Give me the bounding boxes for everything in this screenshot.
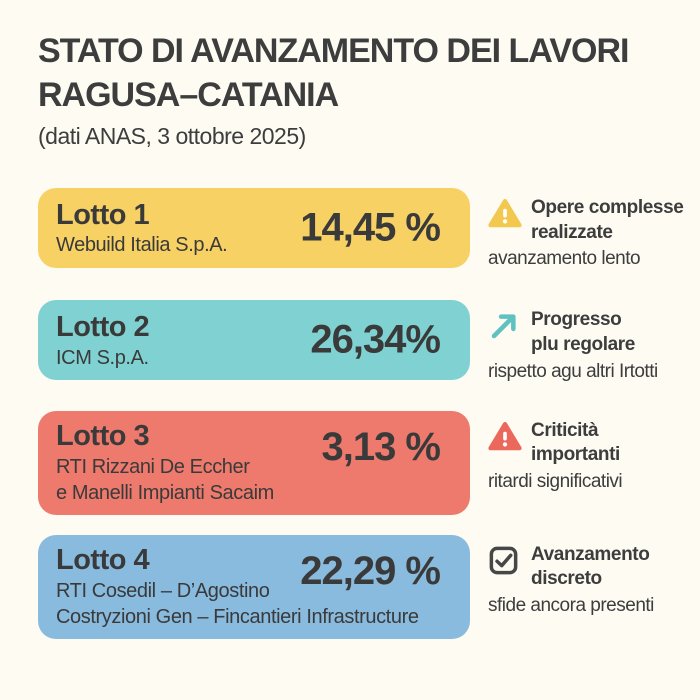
lot-3-name: Lotto 3	[56, 420, 150, 453]
lot-2-note	[488, 300, 690, 382]
page-title	[38, 30, 690, 117]
lot-3-note-sub: ritardi significativi	[488, 471, 623, 493]
lot-4-note-sub: sfide ancora presenti	[488, 595, 654, 617]
lot-1-note-title-line2: realizzate	[531, 221, 613, 243]
lot-2-note-title-line1: Progresso	[531, 309, 622, 331]
lot-2-name: Lotto 2	[56, 311, 150, 343]
lot-4-card	[38, 535, 470, 639]
warning-triangle-icon	[488, 198, 522, 229]
lot-2-note-title	[531, 308, 635, 357]
checkbox-check-icon	[488, 545, 522, 576]
lot-4-company-line2: Costryzioni Gen – Fincantieri Infrastructure	[56, 606, 419, 629]
lot-1-note-sub: avanzamento lento	[488, 248, 641, 270]
lot-4-percent: 22,29 %	[300, 548, 440, 593]
lot-row-3	[38, 411, 690, 515]
trend-up-arrow-icon	[488, 310, 522, 342]
lot-4-note-head	[488, 543, 690, 592]
lot-row-2	[38, 300, 690, 382]
lot-1-note-title-line1: Opere complesse	[531, 197, 684, 219]
lot-1-company: Webuild Italia S.p.A.	[56, 234, 228, 257]
lot-4-note-title-line2: discreto	[531, 568, 602, 590]
lot-3-note	[488, 411, 690, 515]
data-source-subtitle: (dati ANAS, 3 ottobre 2025)	[38, 123, 306, 150]
page-title-line1: STATO DI AVANZAMENTO DEI LAVORI	[38, 32, 629, 70]
lot-row-1	[38, 188, 690, 270]
lot-2-note-head	[488, 308, 690, 357]
lot-2-percent: 26,34%	[310, 317, 440, 362]
lot-1-percent: 14,45 %	[300, 205, 440, 250]
lot-3-company-line1: RTI Rizzani De Eccher	[56, 456, 250, 479]
lot-4-note	[488, 535, 690, 639]
lot-1-note-head	[488, 196, 690, 245]
lot-3-percent: 3,13 %	[321, 424, 440, 469]
lot-3-card	[38, 411, 470, 515]
lot-2-note-title-line2: plu regolare	[531, 334, 635, 356]
lot-3-company-line2: e Manelli Impianti Sacaim	[56, 482, 274, 505]
lots-list	[38, 188, 690, 639]
lot-3-note-title-line2: importanti	[531, 444, 620, 466]
lot-3-note-title-line1: Criticità	[531, 419, 599, 441]
lot-1-card	[38, 188, 470, 268]
lot-1-note-title	[531, 196, 683, 245]
lot-2-card	[38, 300, 470, 380]
lot-4-name: Lotto 4	[56, 544, 150, 577]
lot-2-note-sub: rispetto agu altri Irtotti	[488, 360, 658, 382]
lot-2-company: ICM S.p.A.	[56, 346, 149, 369]
lot-row-4	[38, 535, 690, 639]
lot-4-company-line1: RTI Cosedil – D’Agostino	[56, 580, 270, 603]
lot-3-note-title	[531, 419, 620, 468]
lot-1-name: Lotto 1	[56, 198, 150, 231]
lot-1-note	[488, 188, 690, 270]
lot-4-note-title	[531, 543, 649, 592]
lot-3-note-head	[488, 419, 690, 468]
lot-4-note-title-line1: Avanzamento	[531, 543, 650, 565]
page-title-line2: RAGUSA–CATANIA	[38, 75, 339, 114]
alert-triangle-icon	[488, 421, 522, 452]
